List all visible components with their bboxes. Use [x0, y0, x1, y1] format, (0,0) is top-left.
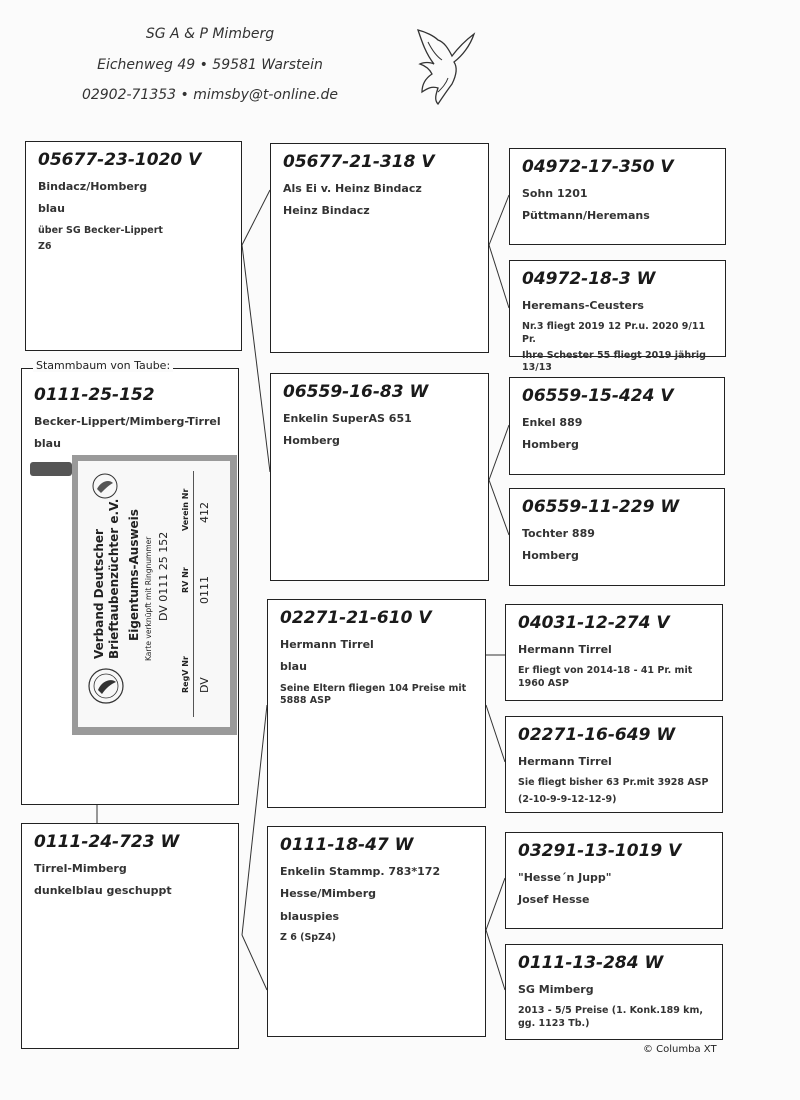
great-grandparent-line: Hermann Tirrel: [518, 755, 612, 768]
grandparent-box: [270, 143, 489, 353]
subject-line: blau: [34, 437, 61, 451]
card-val-rv: 0111: [198, 576, 211, 604]
great-grandparent-line: Tochter 889: [522, 527, 595, 540]
great-grandparent-line: Homberg: [522, 438, 579, 452]
subject-line: Becker-Lippert/Mimberg-Tirrel: [34, 415, 221, 428]
great-grandparent-box: [505, 604, 723, 701]
great-grandparent-box: [509, 148, 726, 245]
grandparent-ring: 06559-16-83 W: [283, 382, 429, 402]
great-grandparent-line: Sohn 1201: [522, 187, 588, 200]
great-grandparent-ring: 04972-17-350 V: [522, 157, 674, 177]
grandparent-ring: 0111-18-47 W: [280, 835, 414, 855]
mother-line: Tirrel-Mimberg: [34, 862, 127, 875]
great-grandparent-line: Ihre Schester 55 fliegt 2019 jährig 13/13: [522, 349, 706, 374]
great-grandparent-line: SG Mimberg: [518, 983, 594, 996]
great-grandparent-line: Püttmann/Heremans: [522, 209, 650, 223]
grandparent-ring: 05677-21-318 V: [283, 152, 435, 172]
grandparent-line: blau: [280, 660, 307, 674]
great-grandparent-box: [509, 260, 726, 374]
great-grandparent-ring: 06559-11-229 W: [522, 497, 680, 517]
grandparent-box: [270, 373, 489, 581]
grandparent-line: Hermann Tirrel: [280, 638, 374, 651]
grandparent-line: Homberg: [283, 434, 340, 448]
father-ring: 05677-23-1020 V: [38, 150, 202, 170]
father-line: über SG Becker-Lippert: [38, 224, 163, 236]
mother-ring: 0111-24-723 W: [34, 832, 180, 852]
grandparent-line: Enkelin Stammp. 783*172: [280, 865, 441, 878]
grandparent-ring: 02271-21-610 V: [280, 608, 432, 628]
grandparent-box: [267, 599, 486, 808]
card-title: Eigentums-Ausweis: [127, 509, 141, 641]
great-grandparent-line: "Hesse´n Jupp": [518, 871, 612, 884]
card-org-line2: Brieftaubenzüchter e.V.: [107, 498, 121, 659]
card-col-verein: Verein Nr: [181, 488, 190, 531]
great-grandparent-line: Nr.3 fliegt 2019 12 Pr.u. 2020 9/11 Pr.: [522, 321, 706, 345]
father-line: blau: [38, 202, 65, 216]
great-grandparent-line: Heremans-Ceusters: [522, 299, 644, 312]
card-ringnumber: DV 0111 25 152: [157, 531, 170, 621]
card-val-regv: DV: [198, 677, 211, 693]
association-seal-icon: [86, 666, 126, 706]
card-val-verein: 412: [198, 502, 211, 523]
subject-ring: 0111-25-152: [34, 385, 155, 405]
great-grandparent-line: Josef Hesse: [518, 893, 590, 907]
great-grandparent-line: Homberg: [522, 549, 579, 563]
card-col-regv: RegV Nr: [181, 656, 190, 693]
great-grandparent-ring: 0111-13-284 W: [518, 953, 664, 973]
great-grandparent-ring: 06559-15-424 V: [522, 386, 674, 406]
great-grandparent-ring: 04972-18-3 W: [522, 269, 656, 289]
great-grandparent-line: Enkel 889: [522, 416, 583, 429]
grandparent-line: blauspies: [280, 909, 340, 923]
card-col-rv: RV Nr: [181, 567, 190, 593]
grandparent-line: Enkelin SuperAS 651: [283, 412, 412, 425]
breeder-name: SG A & P Mimberg: [145, 26, 275, 42]
great-grandparent-ring: 03291-13-1019 V: [518, 841, 682, 861]
great-grandparent-box: [509, 377, 725, 475]
smudge: [30, 462, 72, 476]
breeder-address: Eichenweg 49 • 59581 Warstein: [97, 57, 323, 73]
great-grandparent-box: [505, 944, 723, 1040]
great-grandparent-line: Hermann Tirrel: [518, 643, 612, 656]
grandparent-box: [267, 826, 486, 1037]
great-grandparent-line: 2013 - 5/5 Preise (1. Konk.189 km, gg. 1123 Tb.): [518, 1005, 703, 1029]
card-divider: [193, 471, 194, 717]
great-grandparent-ring: 04031-12-274 V: [518, 613, 670, 633]
card-subtitle: Karte verknüpft mit Ringnummer: [144, 536, 153, 661]
grandparent-line: Heinz Bindacz: [283, 204, 370, 218]
grandparent-line: Hesse/Mimberg: [280, 887, 377, 901]
ownership-card: [72, 455, 237, 735]
footer-copyright: © Columba XT: [643, 1044, 717, 1055]
father-box: [25, 141, 242, 351]
breeder-contact: 02902-71353 • mimsby@t-online.de: [81, 87, 339, 103]
great-grandparent-box: [509, 488, 725, 586]
great-grandparent-line: Sie fliegt bisher 63 Pr.mit 3928 ASP: [518, 777, 709, 789]
grandparent-line: Seine Eltern fliegen 104 Preise mit 5888 ASP: [280, 682, 467, 706]
great-grandparent-ring: 02271-16-649 W: [518, 725, 676, 745]
grandparent-line: Z 6 (SpZ4): [280, 931, 336, 943]
father-line: Z6: [38, 240, 52, 252]
great-grandparent-box: [505, 716, 723, 813]
mother-line: dunkelblau geschuppt: [34, 884, 172, 898]
card-org-line1: Verband Deutscher: [92, 529, 106, 659]
great-grandparent-line: Er fliegt von 2014-18 - 41 Pr. mit 1960 ASP: [518, 665, 693, 689]
pedigree-legend: Stammbaum von Taube:: [33, 359, 173, 372]
great-grandparent-line: (2-10-9-9-12-12-9): [518, 793, 617, 805]
mother-box: [21, 823, 239, 1049]
father-line: Bindacz/Homberg: [38, 180, 148, 193]
great-grandparent-box: [505, 832, 723, 929]
grandparent-line: Als Ei v. Heinz Bindacz: [283, 182, 422, 195]
